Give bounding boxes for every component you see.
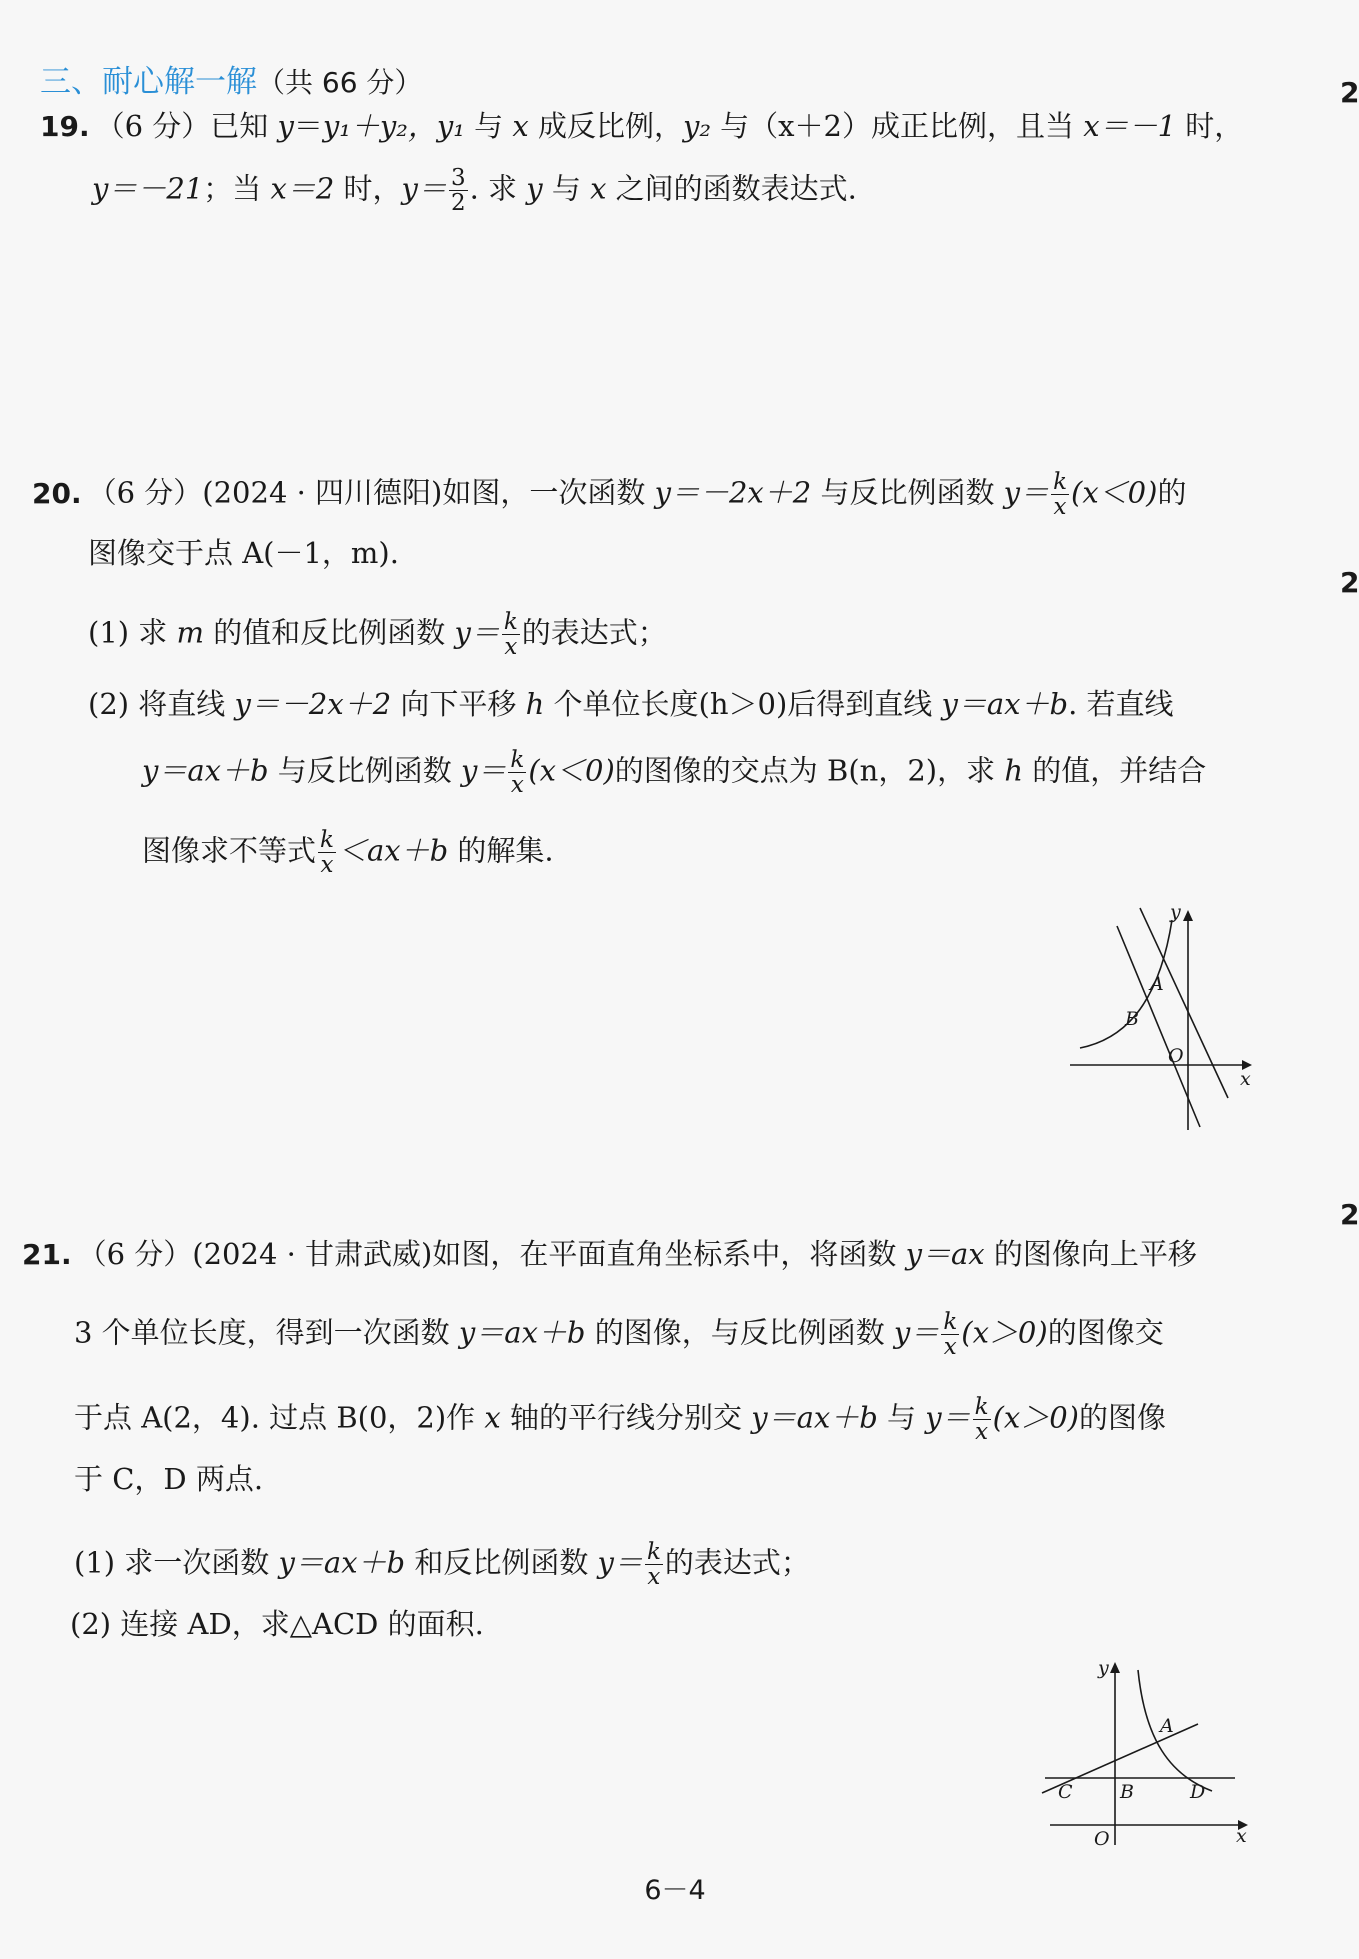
section-title: [40, 56, 422, 101]
q21-number: 21.: [22, 1238, 72, 1271]
right-edge-mark: 2: [1340, 1198, 1359, 1231]
fraction-denominator: x: [510, 772, 524, 799]
q19-text: 成反比例，: [528, 109, 683, 143]
fraction-numerator: k: [320, 827, 334, 853]
label-A: A: [1160, 1715, 1174, 1737]
section-score: （共 66 分）: [257, 66, 423, 99]
line-original: [1140, 908, 1228, 1098]
q21-math: x: [484, 1400, 501, 1435]
q21-figure: [1030, 1650, 1260, 1850]
q21-text: 3 个单位长度，得到一次函数: [74, 1315, 459, 1350]
q20-text: 的: [1157, 475, 1187, 510]
fraction-numerator: k: [1053, 469, 1067, 495]
q20-math: ＜ax＋b: [337, 833, 449, 868]
q20-math: y＝: [454, 615, 500, 650]
fraction-numerator: k: [646, 1539, 661, 1565]
fraction-denominator: x: [1053, 494, 1067, 521]
q20-text: 与反比例函数: [268, 753, 462, 788]
q20-fraction: [318, 828, 336, 877]
q19-text: . 求: [469, 171, 527, 206]
q21-text: 轴的平行线分别交: [500, 1400, 752, 1435]
q20-text: 的图像的交点为 B(n，2)，求: [614, 753, 1005, 788]
q21-line-3: [74, 1395, 1166, 1444]
hyperbola-curve: [1138, 1670, 1212, 1791]
q20-math: y＝ax＋b: [941, 687, 1069, 721]
q20-math: y＝ax＋b: [142, 753, 269, 788]
fraction-denominator: x: [320, 852, 334, 879]
label-B: B: [1125, 1008, 1139, 1030]
q19-number: 19.: [40, 110, 90, 143]
q21-line-1: [22, 1237, 1197, 1271]
q19-math: y₁＋y₂，y₁: [322, 109, 465, 143]
q20-math: m: [176, 615, 205, 650]
q20-text: (2) 将直线: [88, 687, 235, 721]
q20-math: h: [1004, 753, 1023, 788]
fraction-numerator: k: [974, 1394, 989, 1420]
q20-part-2-line-1: [88, 687, 1174, 721]
q19-text: 与: [464, 109, 513, 143]
q21-text: 和反比例函数: [405, 1545, 598, 1580]
q20-text: (1) 求: [88, 615, 177, 650]
label-D: D: [1190, 1781, 1206, 1803]
label-A: A: [1150, 973, 1164, 995]
q19-text: ；当: [203, 171, 271, 206]
q20-part-1: [88, 610, 667, 659]
q20-fraction: [508, 748, 526, 797]
fraction-numerator: k: [503, 609, 518, 635]
section-heading: 三、耐心解一解: [40, 64, 257, 100]
q20-math: y＝: [461, 753, 507, 788]
fraction-denominator: x: [647, 1564, 661, 1591]
q21-part-2: (2) 连接 AD，求△ACD 的面积.: [70, 1607, 484, 1641]
q21-math: y＝ax＋b: [751, 1400, 878, 1435]
q21-text: 的图像，与反比例函数: [585, 1315, 894, 1350]
q21-math: y＝: [597, 1545, 643, 1580]
q21-text: 的图像向上平移: [984, 1237, 1197, 1271]
q19-math: x＝－1: [1083, 109, 1177, 143]
label-x: x: [1240, 1068, 1251, 1090]
q21-fraction: [941, 1310, 959, 1359]
q19-math: y₂: [682, 109, 711, 143]
q21-fraction: [973, 1395, 991, 1444]
fraction-denominator: x: [943, 1334, 957, 1361]
q20-text: 的值，并结合: [1023, 753, 1207, 788]
q19-text: 时，: [334, 171, 402, 206]
q20-math: h: [525, 687, 545, 721]
q20-line-1: [32, 470, 1186, 519]
q19-text: （6 分）已知: [95, 109, 278, 143]
q20-text: （6 分）(2024 · 四川德阳)如图，一次函数: [87, 475, 655, 510]
q19-math: y: [526, 171, 543, 206]
q20-figure: [1060, 900, 1260, 1140]
q20-fraction: [502, 610, 520, 659]
label-O: O: [1094, 1828, 1110, 1850]
q19-line-1: [40, 109, 1244, 143]
q19-line-2: [92, 166, 857, 215]
q21-line-4: 于 C，D 两点.: [74, 1462, 264, 1496]
q19-math: y＝－21: [92, 171, 204, 206]
q21-part-1: [74, 1540, 810, 1589]
q21-math: y＝: [925, 1400, 971, 1435]
page-number: 6－4: [644, 1875, 706, 1906]
y-axis-arrow: [1183, 910, 1193, 921]
q21-line-2: [74, 1310, 1164, 1359]
q20-part-2-line-2: [142, 748, 1206, 797]
fraction-denominator: x: [504, 634, 518, 661]
fraction-numerator: 3: [450, 165, 466, 191]
q19-math: x: [512, 109, 529, 143]
q20-text: . 若直线: [1068, 687, 1174, 721]
q20-math: y＝－2x＋2: [234, 687, 392, 721]
q21-text: 的图像交: [1047, 1315, 1164, 1350]
fraction-numerator: k: [943, 1309, 958, 1335]
q19-math: x＝2: [270, 171, 335, 206]
q21-text: 的图像: [1079, 1400, 1167, 1435]
q19-math: y＝: [401, 171, 447, 206]
label-y: y: [1098, 1657, 1109, 1679]
q21-math: (x＞0): [992, 1400, 1079, 1435]
label-O: O: [1168, 1045, 1184, 1067]
q21-text: 的表达式；: [664, 1545, 810, 1580]
q19-math: x: [590, 171, 607, 206]
fraction-numerator: k: [510, 747, 525, 773]
label-B: B: [1120, 1781, 1134, 1803]
q20-text: 的解集.: [448, 833, 554, 868]
q19-fraction: [449, 166, 468, 215]
q19-text: 之间的函数表达式.: [606, 171, 857, 206]
q20-math: y＝: [1003, 475, 1050, 510]
q19-text: 与（x＋2）成正比例，且当: [710, 109, 1084, 143]
q21-math: y＝: [893, 1315, 940, 1350]
fraction-denominator: x: [975, 1419, 989, 1446]
q20-text: 的值和反比例函数: [204, 615, 455, 650]
q20-part-2-line-3: [142, 828, 554, 877]
q20-number: 20.: [32, 476, 82, 510]
y-axis-arrow: [1110, 1662, 1120, 1673]
q21-math: y＝ax＋b: [458, 1315, 586, 1350]
q21-text: （6 分）(2024 · 甘肃武威)如图，在平面直角坐标系中，将函数: [77, 1237, 906, 1271]
q21-math: y＝ax＋b: [278, 1545, 406, 1580]
q20-line-2: 图像交于点 A(－1，m).: [88, 536, 399, 570]
q20-text: 个单位长度(h＞0)后得到直线: [544, 687, 942, 721]
q21-text: (1) 求一次函数: [74, 1545, 279, 1580]
q20-text: 图像求不等式: [142, 833, 317, 868]
q21-text: 于点 A(2，4). 过点 B(0，2)作: [74, 1400, 485, 1435]
q21-math: y＝ax: [905, 1237, 985, 1271]
right-edge-mark: 2: [1340, 76, 1359, 109]
q20-math: y＝－2x＋2: [654, 475, 812, 510]
q21-fraction: [645, 1540, 663, 1589]
q20-fraction: [1051, 470, 1069, 519]
q21-text: 与: [877, 1400, 926, 1435]
label-y: y: [1170, 901, 1181, 923]
q20-text: 与反比例函数: [811, 475, 1004, 510]
q19-text: 时，: [1176, 109, 1244, 143]
q19-text: 与: [542, 171, 591, 206]
label-x: x: [1236, 1825, 1247, 1847]
q20-text: 的表达式；: [521, 615, 667, 650]
q20-math: (x＜0): [528, 753, 615, 788]
q19-math: y: [277, 109, 294, 143]
fraction-denominator: 2: [450, 190, 466, 217]
q20-text: 向下平移: [391, 687, 526, 721]
right-edge-mark: 2: [1340, 566, 1359, 599]
q19-text: ＝: [293, 109, 323, 143]
label-C: C: [1058, 1781, 1073, 1803]
q21-math: (x＞0): [961, 1315, 1048, 1350]
q20-math: (x＜0): [1071, 475, 1158, 510]
